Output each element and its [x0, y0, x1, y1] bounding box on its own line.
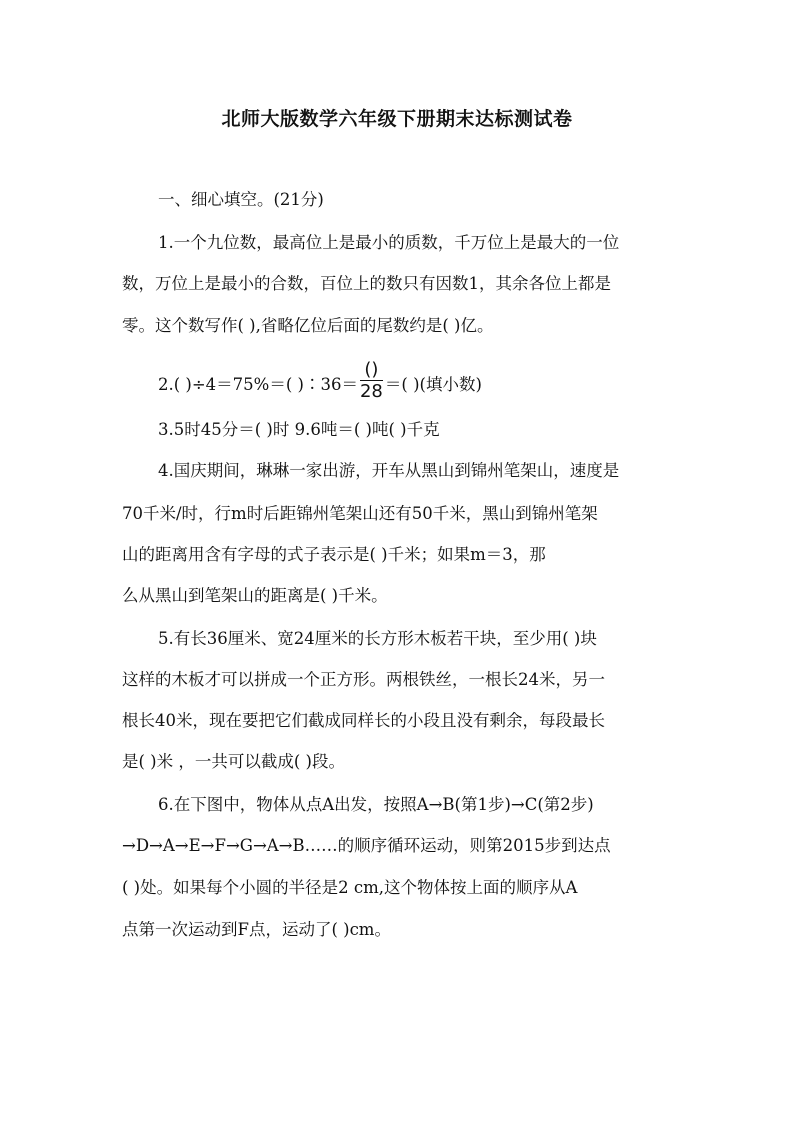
q6-line-3: ( )处。如果每个小圆的半径是2 cm,这个物体按上面的顺序从A: [122, 878, 578, 897]
q1-line-1: 1.一个九位数，最高位上是最小的质数，千万位上是最大的一位: [158, 233, 620, 252]
q6-line-4: 点第一次运动到F点，运动了( )cm。: [122, 920, 391, 939]
q3-line: 3.5时45分＝( )时 9.6吨＝( )吨( )千克: [158, 420, 440, 439]
q5-line-4: 是( )米 ，一共可以截成( )段。: [122, 752, 345, 771]
q2-text-after: ＝( )(填小数): [384, 375, 482, 394]
q4-line-3: 山的距离用含有字母的式子表示是( )千米；如果m＝3，那: [122, 545, 546, 564]
q2-fraction: [360, 360, 383, 403]
q4-line-2: 70千米/时，行m时后距锦州笔架山还有50千米，黑山到锦州笔架: [122, 504, 598, 523]
q6-line-2: →D→A→E→F→G→A→B……的顺序循环运动，则第2015步到达点: [122, 836, 611, 855]
q5-line-2: 这样的木板才可以拼成一个正方形。两根铁丝，一根长24米，另一: [122, 670, 605, 689]
q4-line-1: 4.国庆期间，琳琳一家出游，开车从黑山到锦州笔架山，速度是: [158, 461, 620, 480]
q6-line-1: 6.在下图中，物体从点A出发，按照A→B(第1步)→C(第2步): [158, 795, 594, 814]
q1-line-3: 零。这个数写作( ),省略亿位后面的尾数约是( )亿。: [122, 316, 494, 335]
q2-fraction-denominator: 28: [359, 381, 383, 402]
q4-line-4: 么从黑山到笔架山的距离是( )千米。: [122, 586, 388, 605]
section-heading: 一、细心填空。(21分): [158, 190, 324, 209]
q2-line: [158, 359, 482, 407]
page-title: 北师大版数学六年级下册期末达标测试卷: [221, 108, 573, 130]
q2-text-before: 2.( )÷4＝75%＝( )∶36＝: [158, 375, 358, 394]
q5-line-3: 根长40米，现在要把它们截成同样长的小段且没有剩余，每段最长: [122, 711, 605, 730]
q1-line-2: 数，万位上是最小的合数，百位上的数只有因数1，其余各位上都是: [122, 274, 611, 293]
q2-fraction-numerator: (): [360, 360, 383, 381]
q5-line-1: 5.有长36厘米、宽24厘米的长方形木板若干块，至少用( )块: [158, 629, 597, 648]
